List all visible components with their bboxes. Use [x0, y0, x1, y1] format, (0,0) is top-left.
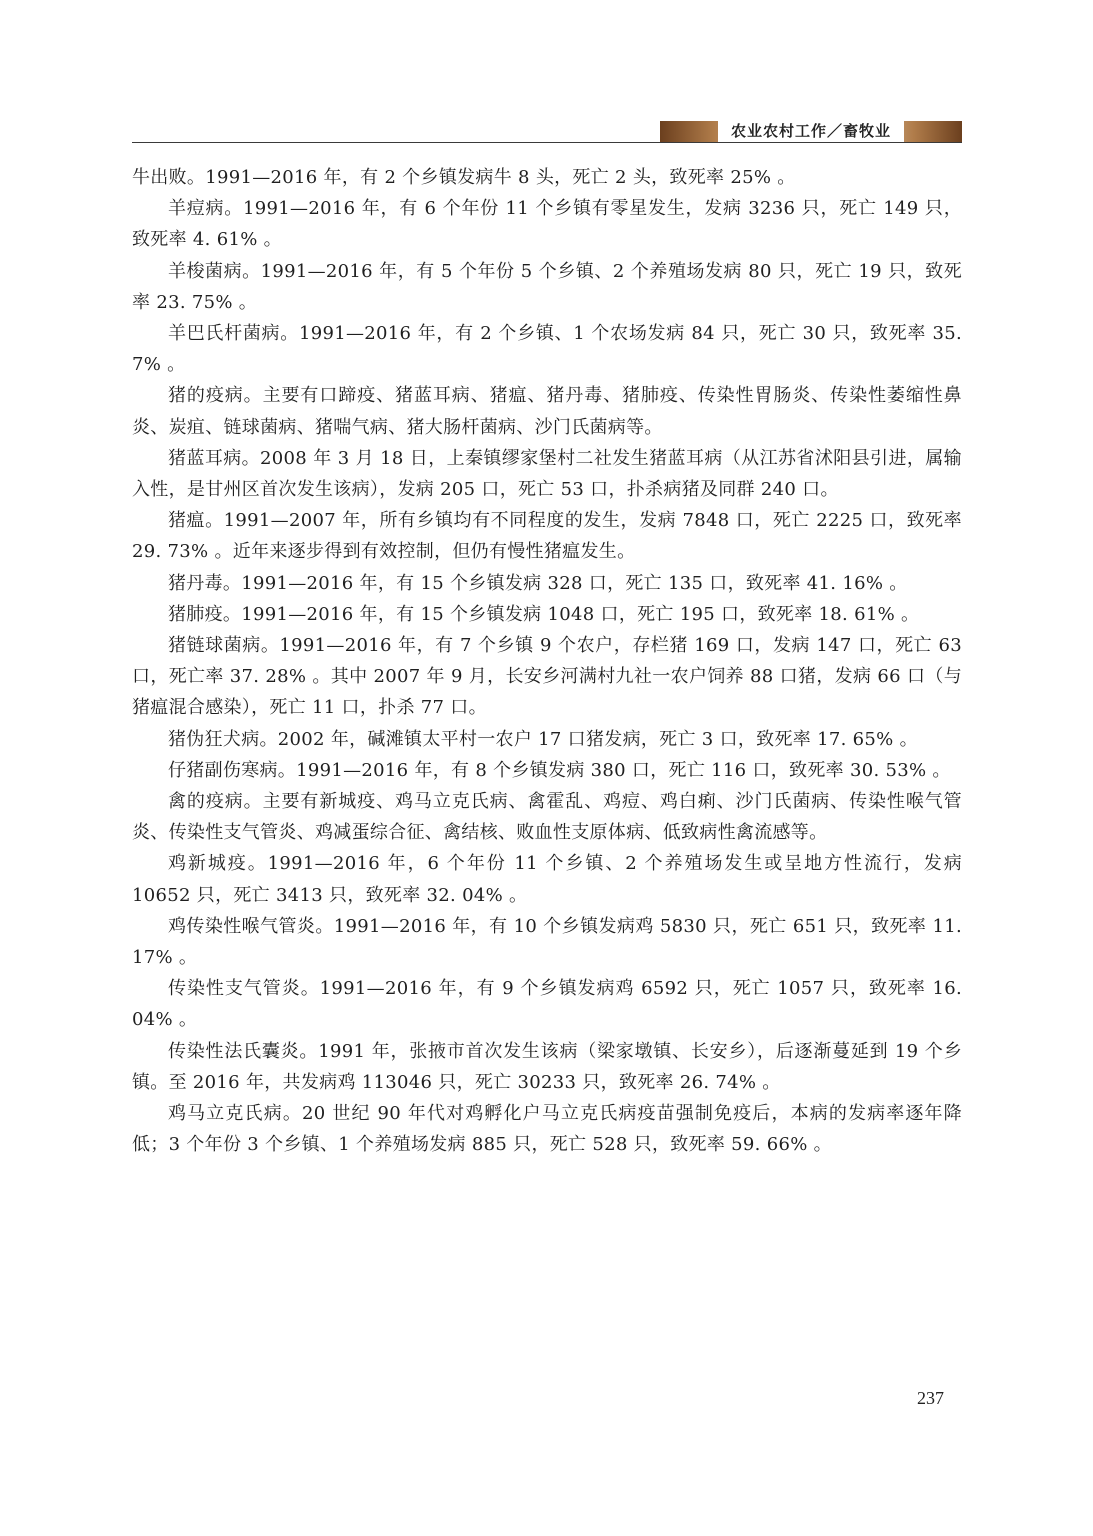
- paragraph: 羊痘病。1991—2016 年，有 6 个年份 11 个乡镇有零星发生，发病 3236 只，死亡 149 只，致死率 4. 61% 。: [132, 198, 962, 251]
- paragraph: 羊梭菌病。1991—2016 年，有 5 个年份 5 个乡镇、2 个养殖场发病 80 只，死亡 19 只，致死率 23. 75% 。: [132, 260, 962, 313]
- paragraph: 鸡马立克氏病。20 世纪 90 年代对鸡孵化户马立克氏病疫苗强制免疫后，本病的发病率逐年降低；3 个年份 3 个乡镇、1 个养殖场发病 885 只，死亡 528 只，致死率 59. 66% 。: [132, 1103, 962, 1156]
- paragraph: 羊巴氏杆菌病。1991—2016 年，有 2 个乡镇、1 个农场发病 84 只，死亡 30 只，致死率 35. 7% 。: [132, 323, 962, 376]
- paragraph: 牛出败。1991—2016 年，有 2 个乡镇发病牛 8 头，死亡 2 头，致死率 25% 。: [132, 167, 796, 188]
- paragraph: 鸡传染性喉气管炎。1991—2016 年，有 10 个乡镇发病鸡 5830 只，死亡 651 只，致死率 11. 17% 。: [132, 915, 962, 969]
- paragraph: 猪肺疫。1991—2016 年，有 15 个乡镇发病 1048 口，死亡 195 口，致死率 18. 61% 。: [168, 603, 920, 625]
- paragraph: 猪的疫病。主要有口蹄疫、猪蓝耳病、猪瘟、猪丹毒、猪肺疫、传染性胃肠炎、传染性萎缩性鼻炎、炭疽、链球菌病、猪喘气病、猪大肠杆菌病、沙门氏菌病等。: [132, 385, 962, 438]
- paragraph: 猪蓝耳病。2008 年 3 月 18 日，上秦镇缪家堡村二社发生猪蓝耳病（从江苏省沭阳县引进，属输入性，是甘州区首次发生该病），发病 205 口，死亡 53 口，扑杀病猪及同群 240 口。: [132, 447, 962, 501]
- paragraph: 猪伪狂犬病。2002 年，碱滩镇太平村一农户 17 口猪发病，死亡 3 口，致死率 17. 65% 。: [168, 728, 918, 750]
- paragraph: 传染性支气管炎。1991—2016 年，有 9 个乡镇发病鸡 6592 只，死亡 1057 只，致死率 16. 04% 。: [132, 978, 962, 1031]
- paragraph: 猪链球菌病。1991—2016 年，有 7 个乡镇 9 个农户，存栏猪 169 口，发病 147 口，死亡 63 口，死亡率 37. 28% 。其中 2007 年 9 月，长安乡河满村九社一农户饲养 88 口猪，发病 66 口（与猪瘟混合感染），死亡 11 口，扑杀 77 口。: [132, 635, 962, 719]
- paragraph: 传染性法氏囊炎。1991 年，张掖市首次发生该病（梁家墩镇、长安乡），后逐渐蔓延到 19 个乡镇。至 2016 年，共发病鸡 113046 只，死亡 30233 只，致死率 26. 74% 。: [132, 1040, 962, 1093]
- header-title: 农业农村工作／畜牧业: [718, 121, 904, 142]
- paragraph: 猪丹毒。1991—2016 年，有 15 个乡镇发病 328 口，死亡 135 口，致死率 41. 16% 。: [168, 572, 908, 594]
- paragraph: 仔猪副伤寒病。1991—2016 年，有 8 个乡镇发病 380 口，死亡 116 口，致死率 30. 53% 。: [168, 759, 951, 781]
- running-header: [132, 121, 962, 143]
- paragraph: 禽的疫病。主要有新城疫、鸡马立克氏病、禽霍乱、鸡痘、鸡白痢、沙门氏菌病、传染性喉气管炎、传染性支气管炎、鸡减蛋综合征、禽结核、败血性支原体病、低致病性禽流感等。: [132, 791, 962, 844]
- header-rule: [132, 142, 962, 143]
- page-number: 237: [917, 1388, 944, 1408]
- header-band: [660, 121, 962, 142]
- paragraph: 猪瘟。1991—2007 年，所有乡镇均有不同程度的发生，发病 7848 口，死亡 2225 口，致死率 29. 73% 。近年来逐步得到有效控制，但仍有慢性猪瘟发生。: [132, 510, 962, 563]
- body-text: [132, 162, 962, 1161]
- paragraph: 鸡新城疫。1991—2016 年，6 个年份 11 个乡镇、2 个养殖场发生或呈地方性流行，发病 10652 只，死亡 3413 只，致死率 32. 04% 。: [132, 853, 962, 906]
